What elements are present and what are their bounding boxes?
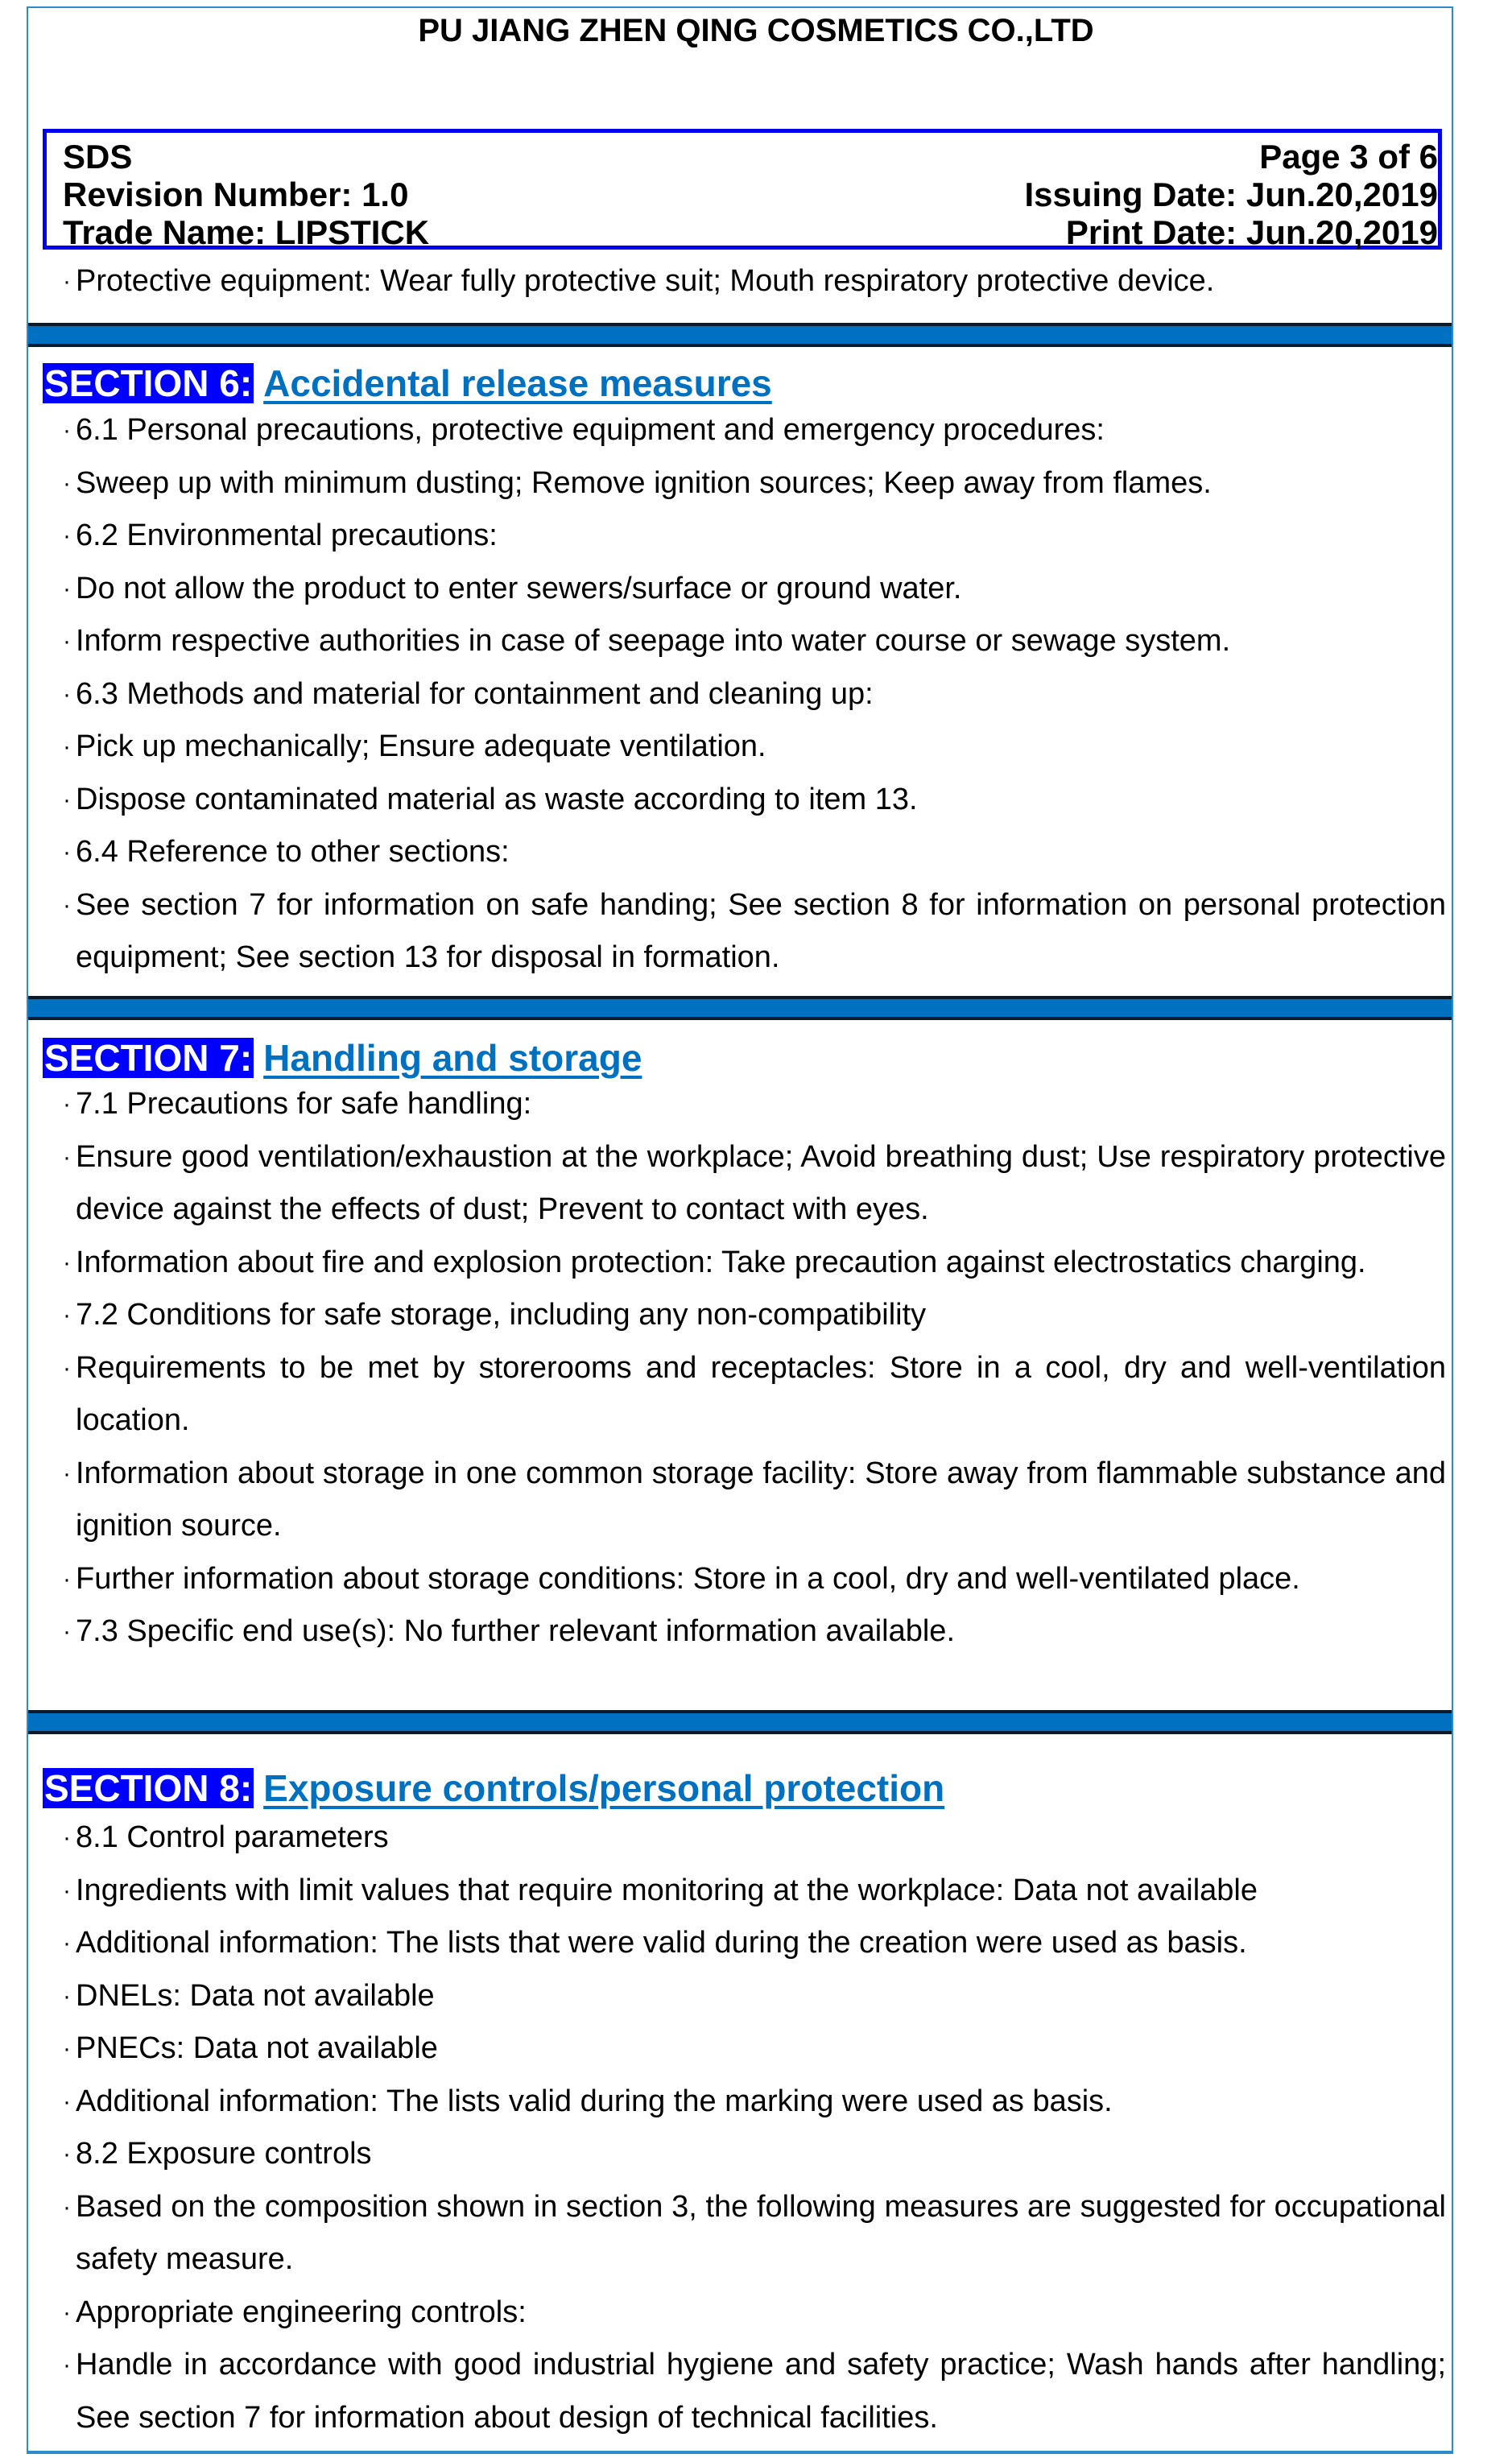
bullet-icon: · xyxy=(63,268,71,295)
item-text: 7.1 Precautions for safe handling: xyxy=(76,1087,532,1121)
bullet-icon: · xyxy=(63,628,71,655)
item-text: Inform respective authorities in case of seepage into water course or sewage system. xyxy=(76,624,1231,658)
item-text: 7.2 Conditions for safe storage, including any non-compatibility xyxy=(76,1298,927,1332)
item-text: Appropriate engineering controls: xyxy=(76,2295,527,2329)
list-item xyxy=(63,2022,1446,2076)
section-7-list xyxy=(63,1078,1446,1659)
page-number: Page 3 of 6 xyxy=(1259,138,1438,176)
list-item xyxy=(63,1970,1446,2023)
item-text: DNELs: Data not available xyxy=(76,1978,435,2013)
bullet-icon: · xyxy=(63,1091,71,1117)
item-text: Requirements to be met by storerooms and receptacles: Store in a cool, dry and well-ventilation location. xyxy=(76,1350,1446,1437)
list-item xyxy=(63,1811,1446,1865)
revision-number: Revision Number: 1.0 xyxy=(63,176,409,213)
bullet-icon: · xyxy=(63,733,71,760)
bullet-icon: · xyxy=(63,1302,71,1328)
list-item xyxy=(63,2287,1446,2340)
bullet-icon: · xyxy=(63,575,71,602)
item-text: Information about fire and explosion protection: Take precaution against electrostatics charging. xyxy=(76,1245,1366,1279)
item-text: PNECs: Data not available xyxy=(76,2031,438,2065)
list-item xyxy=(63,879,1446,985)
item-text: Additional information: The lists that were valid during the creation were used as basis. xyxy=(76,1926,1247,1960)
list-item xyxy=(63,1448,1446,1553)
section-title: Handling and storage xyxy=(263,1037,642,1079)
list-item xyxy=(63,2339,1446,2444)
doc-type: SDS xyxy=(63,138,133,176)
section-number: SECTION 7: xyxy=(44,1037,253,1079)
bullet-icon: · xyxy=(63,2035,71,2062)
item-text: 6.4 Reference to other sections: xyxy=(76,835,510,869)
list-item xyxy=(63,2076,1446,2129)
list-item xyxy=(63,563,1446,616)
list-item xyxy=(63,1289,1446,1342)
list-item xyxy=(63,2181,1446,2287)
bullet-icon: · xyxy=(63,786,71,813)
item-text: 6.3 Methods and material for containment and cleaning up: xyxy=(76,676,874,711)
bullet-icon: · xyxy=(63,2141,71,2167)
list-item xyxy=(63,1865,1446,1918)
list-item xyxy=(63,457,1446,510)
print-date: Print Date: Jun.20,2019 xyxy=(1065,213,1438,251)
section-divider xyxy=(28,323,1452,347)
bullet-icon: · xyxy=(63,1354,71,1382)
section-number: SECTION 8: xyxy=(44,1767,253,1809)
section-8-list xyxy=(63,1811,1446,2444)
list-item xyxy=(63,1237,1446,1290)
bullet-icon: · xyxy=(63,469,71,497)
section-6-heading xyxy=(43,363,772,403)
item-text: Dispose contaminated material as waste according to item 13. xyxy=(76,782,918,816)
list-item xyxy=(63,2128,1446,2181)
item-text: Sweep up with minimum dusting; Remove ignition sources; Keep away from flames. xyxy=(76,465,1212,500)
issuing-date: Issuing Date: Jun.20,2019 xyxy=(1024,176,1438,213)
section-title: Accidental release measures xyxy=(263,362,772,404)
list-item xyxy=(63,1553,1446,1606)
list-item xyxy=(63,255,1446,308)
item-text: 8.1 Control parameters xyxy=(76,1820,389,1854)
section-7-heading xyxy=(43,1038,642,1078)
trade-name: Trade Name: LIPSTICK xyxy=(63,213,430,251)
list-item xyxy=(63,404,1446,457)
item-text: Based on the composition shown in section 3, the following measures are suggested for occupational safety measure. xyxy=(76,2189,1446,2276)
item-text: Handle in accordance with good industrial hygiene and safety practice; Wash hands after handling; See section 7 for information about design of technical facilities. xyxy=(76,2348,1446,2435)
list-item xyxy=(63,1342,1446,1448)
bullet-icon: · xyxy=(63,1249,71,1276)
item-text: 7.3 Specific end use(s): No further relevant information available. xyxy=(76,1614,955,1648)
bullet-icon: · xyxy=(63,2193,71,2220)
item-text: Ensure good ventilation/exhaustion at the workplace; Avoid breathing dust; Use respiratory protective device against the effects of dust; Prevent to contact with eyes. xyxy=(76,1139,1446,1226)
section-6-list xyxy=(63,404,1446,985)
bullet-icon: · xyxy=(63,1565,71,1593)
list-item xyxy=(63,510,1446,563)
list-item xyxy=(63,1605,1446,1659)
item-text: See section 7 for information on safe handing; See section 8 for information on personal protection equipment; See section 13 for disposal in formation. xyxy=(76,887,1446,974)
list-item xyxy=(63,1078,1446,1131)
item-text: 8.2 Exposure controls xyxy=(76,2137,372,2171)
bullet-icon: · xyxy=(63,891,71,919)
bullet-icon: · xyxy=(63,1143,71,1171)
item-text: Further information about storage conditions: Store in a cool, dry and well-ventilated place. xyxy=(76,1561,1300,1596)
list-item xyxy=(63,615,1446,668)
section-divider xyxy=(28,1710,1452,1734)
list-item xyxy=(63,668,1446,721)
bullet-icon: · xyxy=(63,2299,71,2326)
section-number: SECTION 6: xyxy=(44,362,253,404)
list-item xyxy=(63,721,1446,774)
bullet-icon: · xyxy=(63,680,71,708)
item-text: Pick up mechanically; Ensure adequate ventilation. xyxy=(76,729,766,763)
company-name: PU JIANG ZHEN QING COSMETICS CO.,LTD xyxy=(418,13,1094,48)
item-text: Ingredients with limit values that require monitoring at the workplace: Data not available xyxy=(76,1873,1258,1907)
list-item xyxy=(63,826,1446,879)
bullet-icon: · xyxy=(63,1877,71,1904)
bullet-icon: · xyxy=(63,1982,71,2010)
item-text: Protective equipment: Wear fully protective suit; Mouth respiratory protective device. xyxy=(76,264,1215,298)
item-text: 6.1 Personal precautions, protective equipment and emergency procedures: xyxy=(76,413,1105,447)
section-8-heading xyxy=(43,1768,944,1808)
section-title: Exposure controls/personal protection xyxy=(263,1767,945,1809)
document-header-box xyxy=(43,129,1442,250)
bullet-icon: · xyxy=(63,417,71,444)
list-item xyxy=(63,1917,1446,1970)
bullet-icon: · xyxy=(63,1460,71,1487)
list-item xyxy=(63,1131,1446,1237)
bullet-icon: · xyxy=(63,1930,71,1956)
bullet-icon: · xyxy=(63,2088,71,2115)
item-text: Information about storage in one common storage facility: Store away from flammable substance and ignition source. xyxy=(76,1456,1446,1543)
item-text: Additional information: The lists valid during the marking were used as basis. xyxy=(76,2084,1113,2118)
bullet-icon: · xyxy=(63,1824,71,1851)
bullet-icon: · xyxy=(63,1618,71,1645)
bullet-icon: · xyxy=(63,839,71,865)
item-text: 6.2 Environmental precautions: xyxy=(76,518,498,552)
list-item xyxy=(63,774,1446,827)
section-divider xyxy=(28,996,1452,1020)
bullet-icon: · xyxy=(63,2352,71,2378)
intro-list xyxy=(63,255,1446,308)
bullet-icon: · xyxy=(63,523,71,549)
item-text: Do not allow the product to enter sewers/surface or ground water. xyxy=(76,571,962,605)
